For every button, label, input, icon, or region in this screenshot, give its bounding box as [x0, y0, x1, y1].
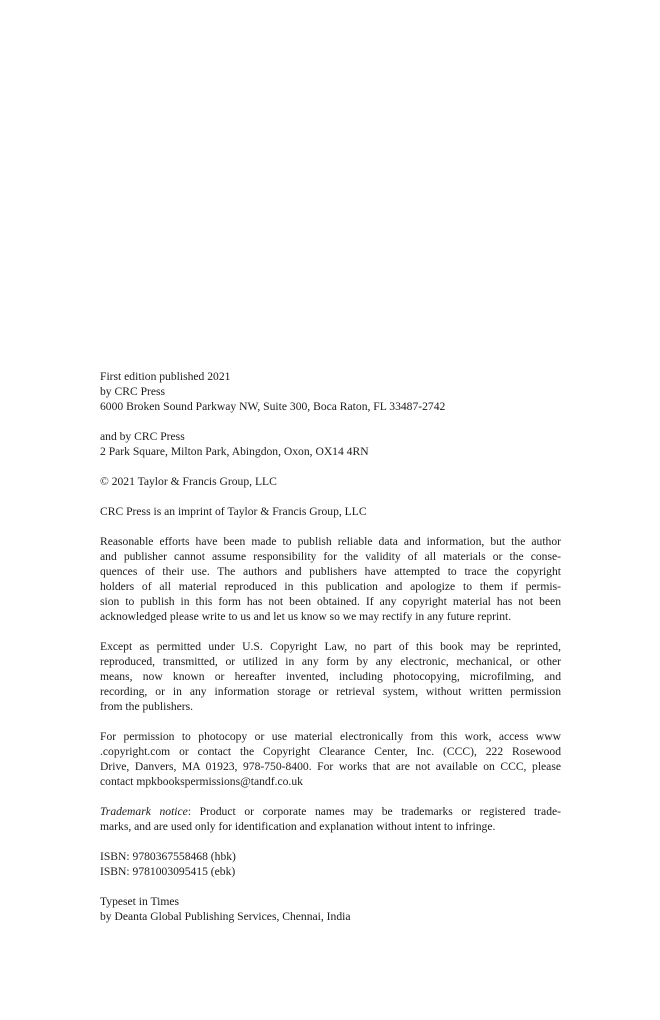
disclaimer-line: quences of their use. The authors and publishers have attempted to trace the copyright	[100, 565, 561, 578]
copyright-law-line: recording, or in any information storage or retrieval system, without written permission	[100, 685, 561, 698]
publisher-address-us: 6000 Broken Sound Parkway NW, Suite 300, Boca Raton, FL 33487-2742	[100, 400, 446, 413]
publisher-line: by CRC Press	[100, 385, 166, 398]
second-publication-block	[100, 429, 561, 459]
disclaimer-line: Reasonable efforts have been made to publish reliable data and information, but the author	[100, 535, 561, 548]
typeset-block	[100, 894, 561, 924]
disclaimer-paragraph	[100, 534, 561, 624]
permissions-line: For permission to photocopy or use material electronically from this work, access www	[100, 730, 561, 743]
isbn-ebook: ISBN: 9781003095415 (ebk)	[100, 865, 236, 878]
edition-line: First edition published 2021	[100, 370, 231, 383]
imprint-line: CRC Press is an imprint of Taylor & Francis Group, LLC	[100, 505, 367, 518]
permissions-line: Drive, Danvers, MA 01923, 978-750-8400. For works that are not available on CCC, please	[100, 760, 561, 773]
second-publisher-line: and by CRC Press	[100, 430, 185, 443]
copyright-law-line: from the publishers.	[100, 700, 194, 713]
isbn-hardback: ISBN: 9780367558468 (hbk)	[100, 850, 236, 863]
first-publication-block	[100, 369, 561, 414]
copyright-law-line: Except as permitted under U.S. Copyright Law, no part of this book may be reprinted,	[100, 640, 561, 653]
trademark-paragraph	[100, 804, 561, 834]
publisher-address-uk: 2 Park Square, Milton Park, Abingdon, Oxon, OX14 4RN	[100, 445, 369, 458]
permissions-paragraph	[100, 729, 561, 789]
copyright-law-line: reproduced, transmitted, or utilized in any form by any electronic, mechanical, or other	[100, 655, 561, 668]
disclaimer-line: holders of all material reproduced in this publication and apologize to them if permis-	[100, 580, 561, 593]
trademark-line: marks, and are used only for identification and explanation without intent to infringe.	[100, 820, 496, 833]
copyright-law-line: means, now known or hereafter invented, including photocopying, microfilming, and	[100, 670, 561, 683]
isbn-block	[100, 849, 561, 879]
trademark-label: Trademark notice	[100, 805, 188, 818]
copyright-line: © 2021 Taylor & Francis Group, LLC	[100, 475, 277, 488]
trademark-line	[100, 804, 561, 819]
typesetter-line: by Deanta Global Publishing Services, Chennai, India	[100, 910, 351, 923]
imprint-text-block	[100, 369, 561, 939]
typeset-font-line: Typeset in Times	[100, 895, 180, 908]
disclaimer-line: sion to publish in this form has not been obtained. If any copyright material has not been	[100, 595, 561, 608]
disclaimer-line: and publisher cannot assume responsibility for the validity of all materials or the conse-	[100, 550, 561, 563]
permissions-line: .copyright.com or contact the Copyright Clearance Center, Inc. (CCC), 222 Rosewood	[100, 745, 561, 758]
imprint-statement	[100, 504, 561, 519]
copyright-law-paragraph	[100, 639, 561, 714]
trademark-text: : Product or corporate names may be trademarks or registered trade-	[187, 805, 561, 818]
disclaimer-line: acknowledged please write to us and let us know so we may rectify in any future reprint.	[100, 610, 512, 623]
permissions-line: contact mpkbookspermissions@tandf.co.uk	[100, 775, 303, 788]
copyright-notice	[100, 474, 561, 489]
